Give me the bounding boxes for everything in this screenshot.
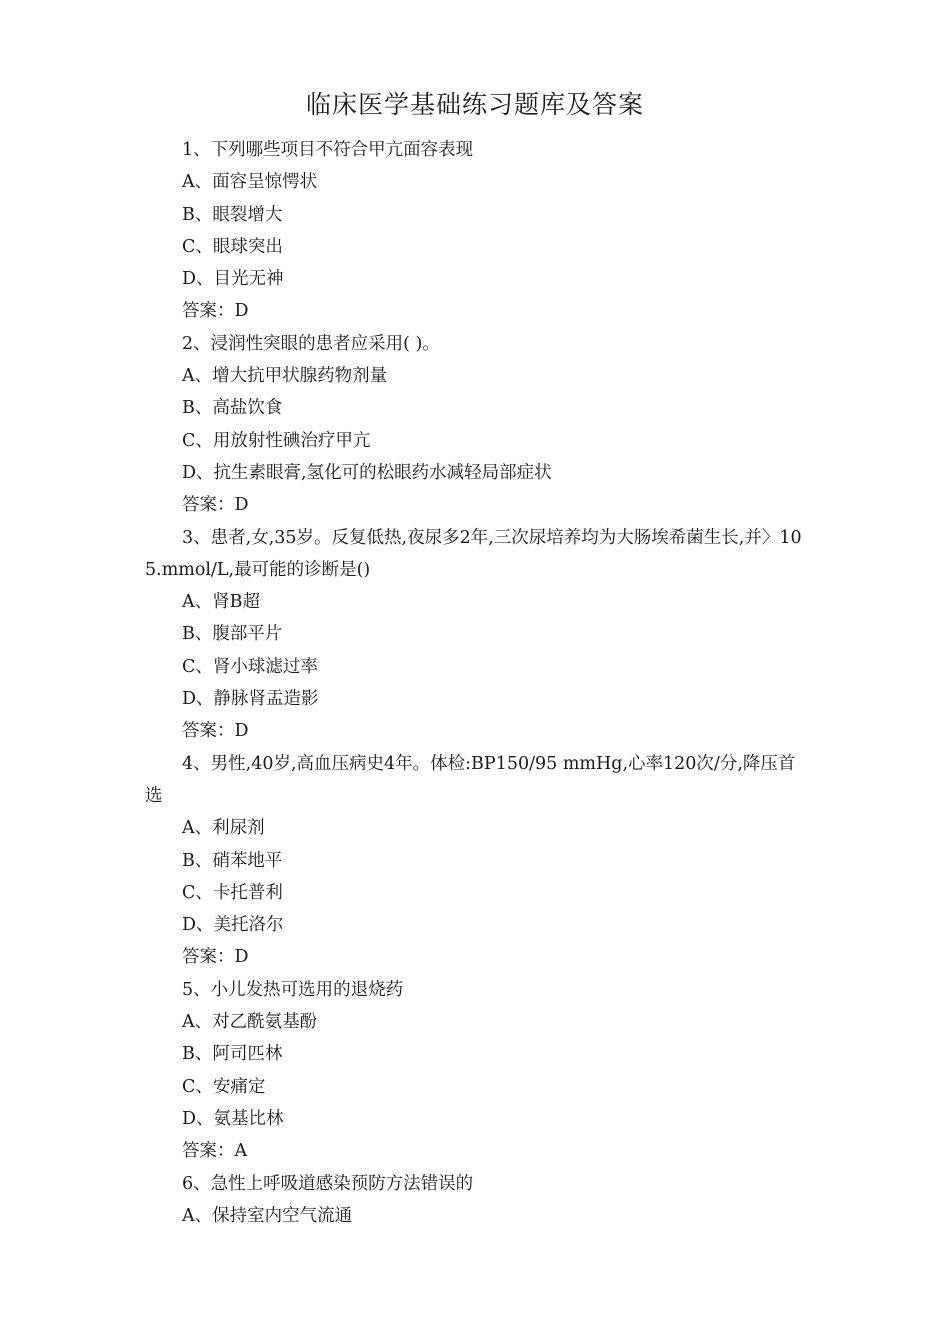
- question-option: C、用放射性碘治疗甲亢: [182, 430, 371, 451]
- question-stem: 6、急性上呼吸道感染预防方法错误的: [182, 1173, 474, 1194]
- question-stem: 3、患者,女,35岁。反复低热,夜尿多2年,三次尿培养均为大肠埃希菌生长,并〉10 5.mmol/L,最可能的诊断是(): [145, 527, 802, 580]
- question-option: D、抗生素眼膏,氢化可的松眼药水减轻局部症状: [182, 462, 552, 483]
- question-option: A、增大抗甲状腺药物剂量: [182, 366, 388, 387]
- question-option: A、保持室内空气流通: [182, 1205, 353, 1226]
- question-answer: 答案：D: [182, 947, 249, 968]
- question-stem: 4、男性,40岁,高血压病史4年。体检:BP150/95 mmHg,心率120次/分,降压首选: [145, 753, 796, 806]
- question-option: D、美托洛尔: [182, 915, 284, 936]
- question-option: B、阿司匹林: [182, 1044, 283, 1065]
- question-option: B、高盐饮食: [182, 398, 283, 419]
- question-option: A、面容呈惊愕状: [182, 172, 318, 193]
- question-option: C、安痛定: [182, 1076, 266, 1097]
- question-stem: 1、下列哪些项目不符合甲亢面容表现: [182, 140, 474, 160]
- document-title: 临床医学基础练习题库及答案: [305, 90, 644, 119]
- question-option: B、眼裂增大: [182, 204, 283, 225]
- question-answer: 答案：D: [182, 495, 249, 516]
- question-list: [145, 134, 805, 1232]
- question-option: B、腹部平片: [182, 624, 283, 645]
- question-option: D、目光无神: [182, 269, 284, 290]
- question-option: A、对乙酰氨基酚: [182, 1012, 318, 1033]
- question-stem: 5、小儿发热可选用的退烧药: [182, 979, 404, 1000]
- question-option: C、肾小球滤过率: [182, 656, 318, 677]
- question-option: A、肾B超: [182, 592, 260, 613]
- question-option: C、眼球突出: [182, 236, 283, 257]
- question-option: D、静脉肾盂造影: [182, 689, 319, 710]
- question-option: B、硝苯地平: [182, 850, 283, 871]
- question-option: D、氨基比林: [182, 1108, 284, 1129]
- question-option: A、利尿剂: [182, 818, 265, 839]
- question-answer: 答案：D: [182, 301, 249, 322]
- question-stem: 2、浸润性突眼的患者应采用( )。: [182, 333, 440, 354]
- question-answer: 答案：D: [182, 721, 249, 742]
- question-answer: 答案：A: [182, 1141, 248, 1162]
- question-option: C、卡托普利: [182, 882, 283, 903]
